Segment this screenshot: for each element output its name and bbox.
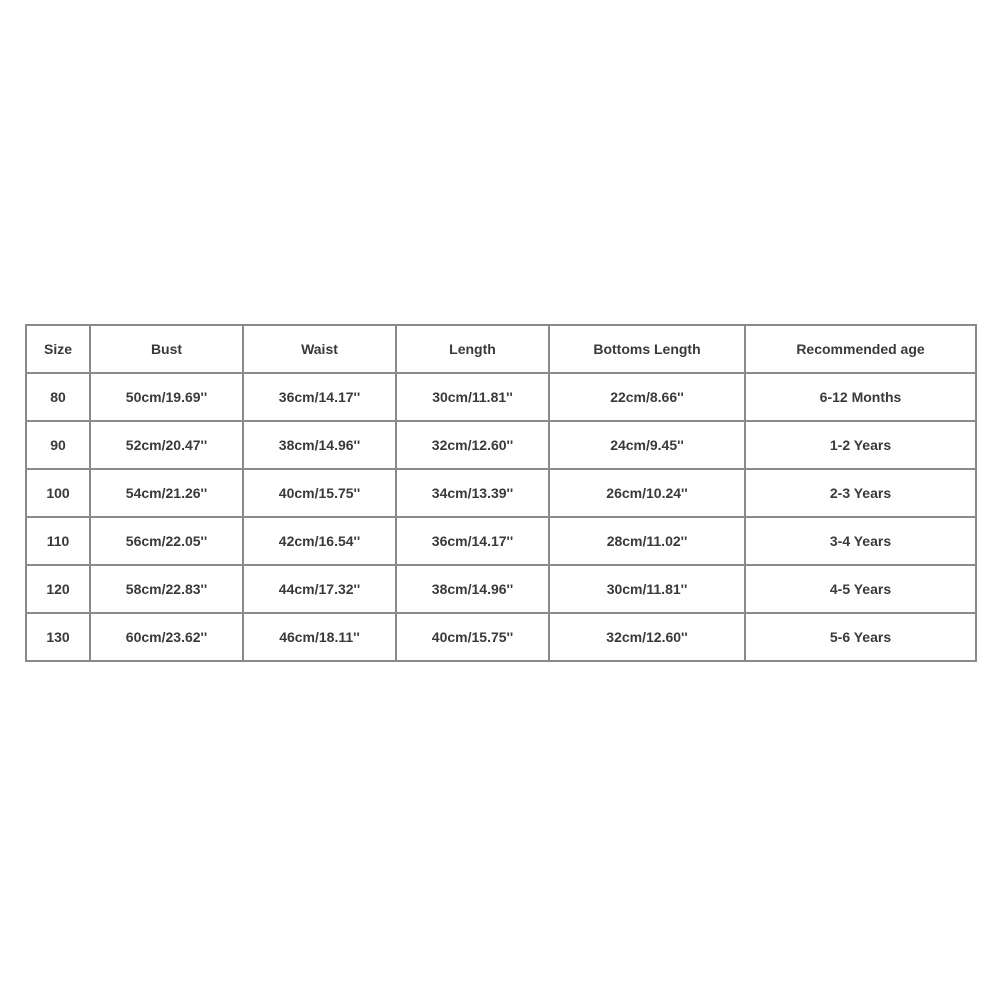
header-recommended-age: Recommended age [745, 325, 976, 373]
cell-waist: 36cm/14.17'' [243, 373, 396, 421]
cell-recommended-age: 1-2 Years [745, 421, 976, 469]
table-row [26, 421, 976, 469]
cell-bottoms-length: 32cm/12.60'' [549, 613, 745, 661]
cell-recommended-age: 2-3 Years [745, 469, 976, 517]
header-bottoms-length: Bottoms Length [549, 325, 745, 373]
cell-bust: 54cm/21.26'' [90, 469, 243, 517]
header-length: Length [396, 325, 549, 373]
cell-bust: 52cm/20.47'' [90, 421, 243, 469]
table-row [26, 517, 976, 565]
cell-recommended-age: 5-6 Years [745, 613, 976, 661]
table-row [26, 565, 976, 613]
header-size: Size [26, 325, 90, 373]
cell-length: 30cm/11.81'' [396, 373, 549, 421]
cell-size: 100 [26, 469, 90, 517]
cell-waist: 40cm/15.75'' [243, 469, 396, 517]
cell-size: 110 [26, 517, 90, 565]
cell-waist: 42cm/16.54'' [243, 517, 396, 565]
cell-size: 120 [26, 565, 90, 613]
cell-recommended-age: 3-4 Years [745, 517, 976, 565]
cell-size: 80 [26, 373, 90, 421]
cell-waist: 44cm/17.32'' [243, 565, 396, 613]
cell-recommended-age: 6-12 Months [745, 373, 976, 421]
cell-bottoms-length: 30cm/11.81'' [549, 565, 745, 613]
table-row [26, 613, 976, 661]
cell-length: 40cm/15.75'' [396, 613, 549, 661]
header-waist: Waist [243, 325, 396, 373]
cell-size: 90 [26, 421, 90, 469]
table-header-row [26, 325, 976, 373]
cell-bust: 58cm/22.83'' [90, 565, 243, 613]
cell-waist: 38cm/14.96'' [243, 421, 396, 469]
cell-bottoms-length: 24cm/9.45'' [549, 421, 745, 469]
cell-bust: 60cm/23.62'' [90, 613, 243, 661]
cell-size: 130 [26, 613, 90, 661]
cell-bust: 50cm/19.69'' [90, 373, 243, 421]
cell-length: 32cm/12.60'' [396, 421, 549, 469]
cell-recommended-age: 4-5 Years [745, 565, 976, 613]
cell-bottoms-length: 22cm/8.66'' [549, 373, 745, 421]
size-chart-table [25, 324, 977, 662]
cell-length: 34cm/13.39'' [396, 469, 549, 517]
table-row [26, 373, 976, 421]
cell-length: 36cm/14.17'' [396, 517, 549, 565]
cell-waist: 46cm/18.11'' [243, 613, 396, 661]
header-bust: Bust [90, 325, 243, 373]
cell-length: 38cm/14.96'' [396, 565, 549, 613]
cell-bottoms-length: 26cm/10.24'' [549, 469, 745, 517]
table-row [26, 469, 976, 517]
cell-bust: 56cm/22.05'' [90, 517, 243, 565]
cell-bottoms-length: 28cm/11.02'' [549, 517, 745, 565]
